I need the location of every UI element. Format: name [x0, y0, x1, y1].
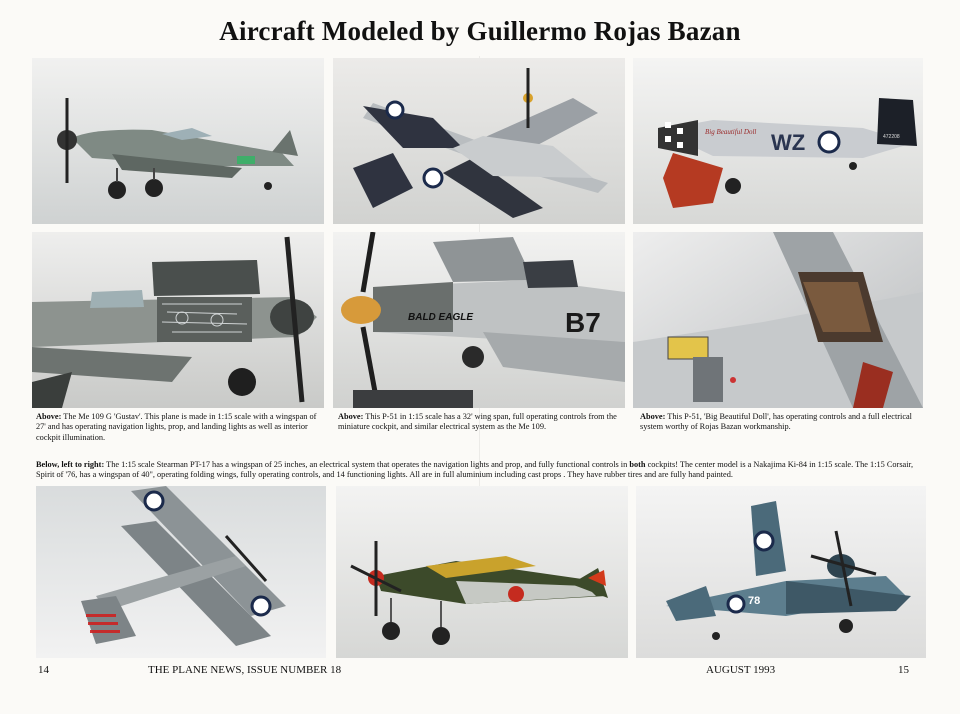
doll-nose-art: Big Beautiful Doll	[705, 128, 757, 136]
caption-p51-bald-eagle	[338, 412, 626, 433]
caption-text: This P-51 in 1:15 scale has a 32' wing span, full operating controls from the miniature cockpit, and similar electrical system as the Me 109.	[338, 412, 617, 432]
photo-ki84	[336, 486, 628, 658]
photo-p51-cockpit-wing	[633, 232, 923, 408]
caption-label: Below, left to right:	[36, 460, 105, 469]
photo-p51-top	[333, 58, 625, 224]
page-number-right: 15	[898, 664, 909, 676]
bald-eagle-marking: BALD EAGLE	[408, 312, 473, 323]
corsair-number: 78	[748, 595, 761, 607]
photo-me109-side	[32, 58, 324, 224]
caption-me109	[36, 412, 326, 443]
caption-below	[36, 460, 926, 481]
caption-label: Above:	[640, 412, 666, 421]
photo-stearman	[36, 486, 326, 658]
photo-me109-engine	[32, 232, 324, 408]
issue-date: AUGUST 1993	[706, 664, 776, 676]
publication-name: THE PLANE NEWS, ISSUE NUMBER 18	[148, 664, 342, 676]
caption-label: Above:	[338, 412, 364, 421]
caption-p51-doll	[640, 412, 925, 433]
page-number-left: 14	[38, 664, 49, 676]
caption-text-detail: This plane is made in 1:15 scale with a wingspan of 27' and has operating navigation lights, prop, and landing lights as well as interior cockpit illumination.	[36, 412, 317, 442]
photo-corsair	[636, 486, 926, 658]
caption-text: The Me 109 G 'Gustav'.	[63, 412, 143, 421]
serial-number: 472208	[883, 134, 900, 140]
wz-code: WZ	[771, 130, 806, 155]
page-title: Aircraft Modeled by Guillermo Rojas Bazan	[219, 16, 741, 46]
caption-text: This P-51, 'Big Beautiful Doll', has operating controls and a full electrical system worthy of Rojas Bazan workmanship.	[640, 412, 912, 432]
b7-code: B7	[565, 307, 601, 338]
caption-text: cockpits! The center model is a Nakajima Ki-84 in 1:15 scale. The 1:15 Corsair, Spirit of '76, has a wingspan of 40", operating folding wings, fully operating controls, and 14 functioning lights. All are in full aluminium including cast props . They have rubber tires and are fully hand painted.	[36, 460, 914, 480]
caption-text: The 1:15 scale Stearman PT-17 has a wingspan of 25 inches, an electrical system that operates the navigation lights and prop, and fully functional controls in	[106, 460, 628, 469]
photo-p51-bald-eagle	[333, 232, 625, 408]
caption-emphasis: both	[629, 460, 646, 469]
photo-p51-doll	[633, 58, 923, 224]
caption-label: Above:	[36, 412, 62, 421]
